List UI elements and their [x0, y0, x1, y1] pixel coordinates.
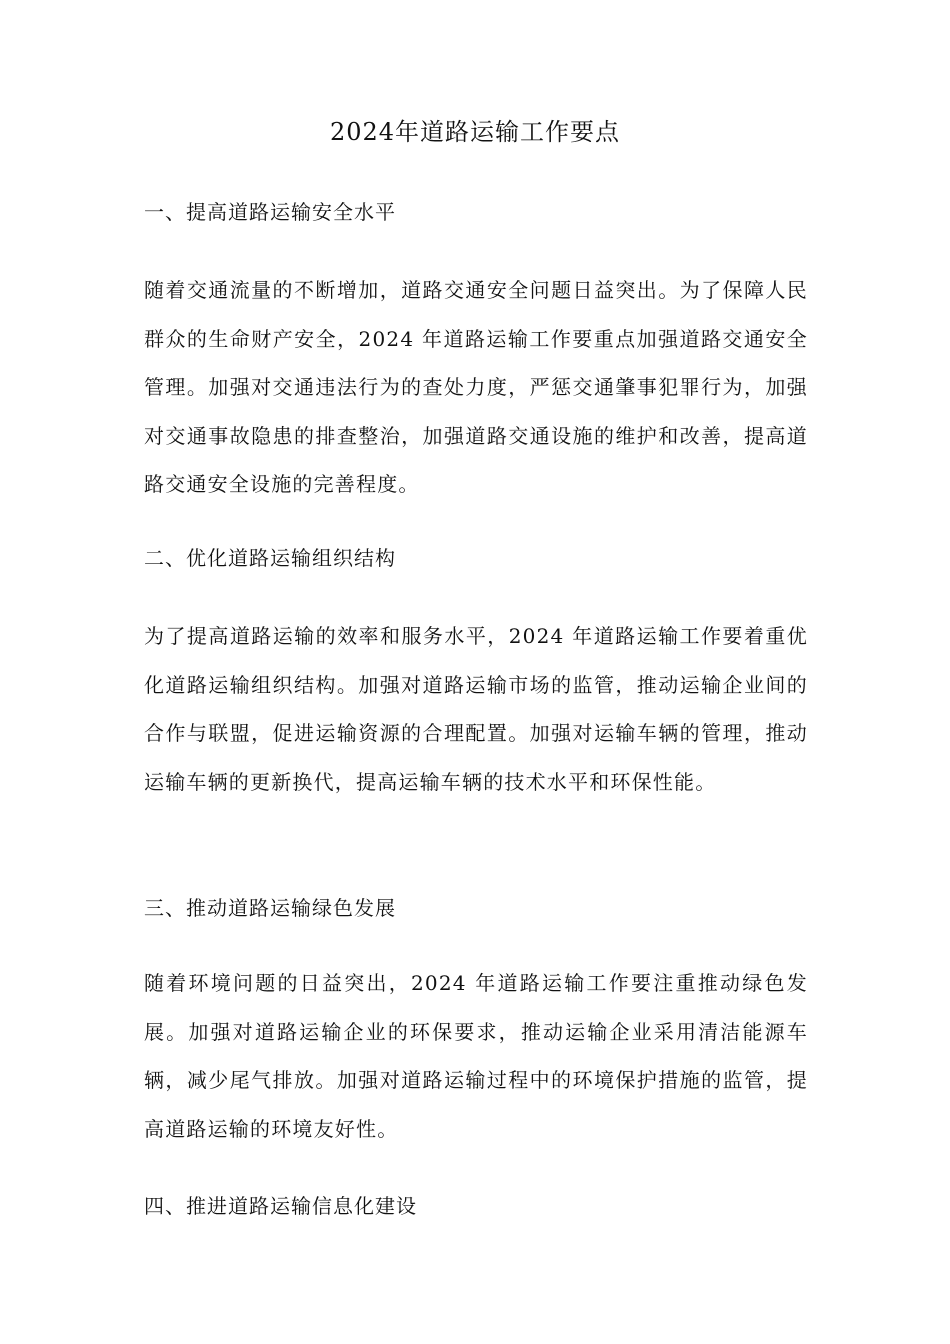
document-title: 2024年道路运输工作要点	[329, 118, 621, 146]
section-body-1: 随着交通流量的不断增加，道路交通安全问题日益突出。为了保障人民群众的生命财产安全，2024 年道路运输工作要重点加强道路交通安全管理。加强对交通违法行为的查处力度，严惩交通肇事犯罪行为，加强对交通事故隐患的排查整治，加强道路交通设施的维护和改善，提高道路交通安全设施的完善程度。	[144, 278, 808, 496]
section-heading-4: 四、推进道路运输信息化建设	[144, 1194, 417, 1218]
section-heading-2: 二、优化道路运输组织结构	[144, 546, 396, 570]
section-heading-1: 一、提高道路运输安全水平	[144, 200, 396, 224]
section-body-2: 为了提高道路运输的效率和服务水平，2024 年道路运输工作要着重优化道路运输组织结构。加强对道路运输市场的监管，推动运输企业间的合作与联盟，促进运输资源的合理配置。加强对运输车辆的管理，推动运输车辆的更新换代，提高运输车辆的技术水平和环保性能。	[144, 624, 808, 794]
section-heading-3: 三、推动道路运输绿色发展	[144, 896, 396, 920]
section-body-3: 随着环境问题的日益突出，2024 年道路运输工作要注重推动绿色发展。加强对道路运输企业的环保要求，推动运输企业采用清洁能源车辆，减少尾气排放。加强对道路运输过程中的环境保护措施的监管，提高道路运输的环境友好性。	[144, 971, 808, 1141]
